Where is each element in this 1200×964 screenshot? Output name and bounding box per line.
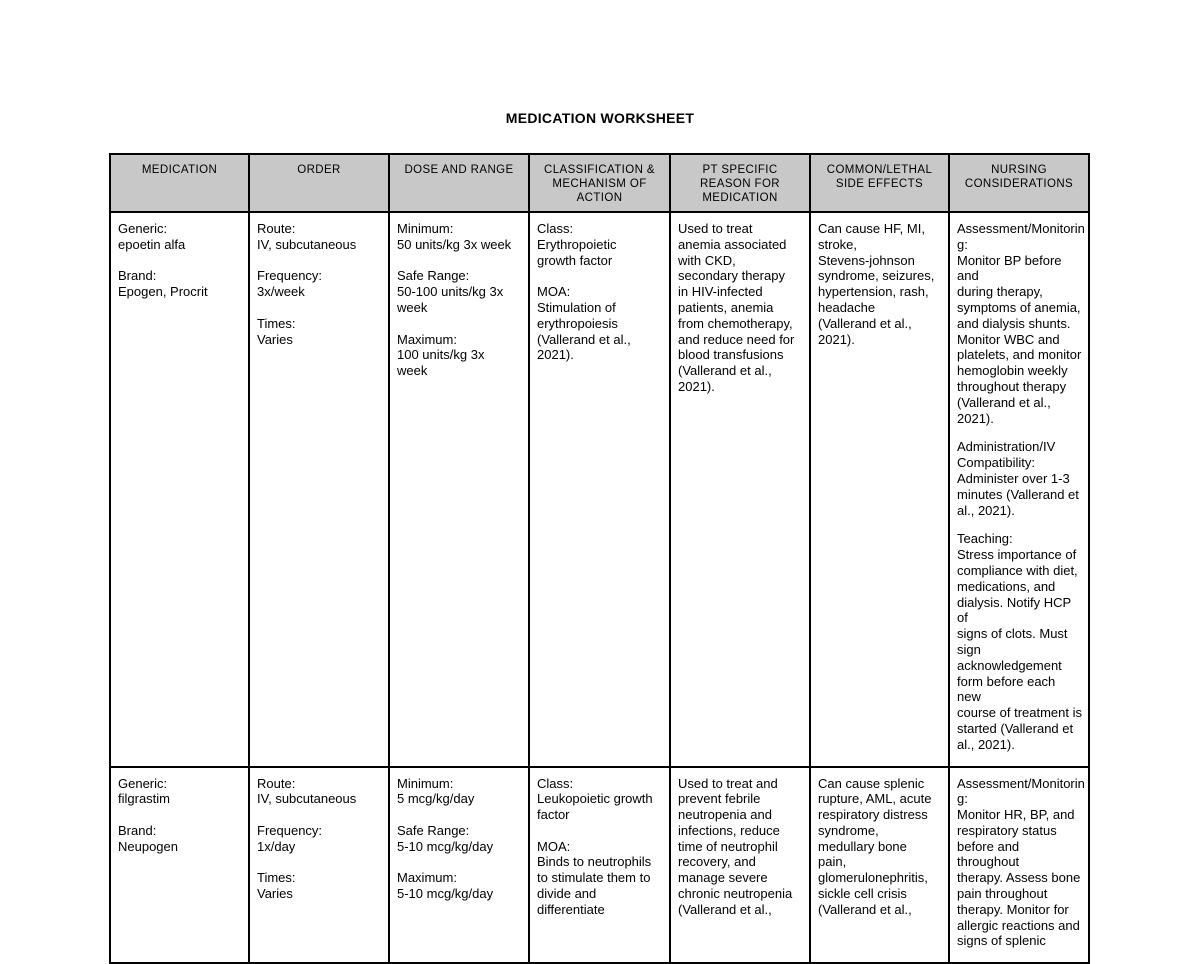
moa-value: Stimulation of erythropoiesis (Vallerand et al., 2021). <box>537 299 631 363</box>
header-reason: PT SPECIFIC REASON FOR MEDICATION <box>670 154 810 212</box>
order-cell <box>249 212 389 767</box>
header-nursing: NURSING CONSIDERATIONS <box>949 154 1089 212</box>
safe-range-value: 50-100 units/kg 3x week <box>397 284 504 315</box>
dose-cell <box>389 212 529 767</box>
maximum-value: 5-10 mcg/kg/day <box>397 886 494 902</box>
medication-cell <box>110 212 249 767</box>
worksheet-title: MEDICATION WORKSHEET <box>505 110 695 126</box>
nursing-cell <box>949 767 1089 964</box>
medication-cell <box>110 767 249 964</box>
times-value: Varies <box>257 886 293 902</box>
nursing-administration <box>957 439 1082 518</box>
frequency-label: Frequency: <box>257 268 323 284</box>
header-medication: MEDICATION <box>110 154 249 212</box>
reason-cell <box>670 767 810 964</box>
header-classification: CLASSIFICATION & MECHANISM OF ACTION <box>529 154 670 212</box>
reason-cell <box>670 212 810 767</box>
nursing-cell <box>949 212 1089 767</box>
class-value: Leukopoietic growth factor <box>537 791 653 823</box>
assessment-text: Assessment/Monitorin g: Monitor HR, BP, and respiratory status before and throughout therapy. Assess bone pain throughout therapy. Monitor for allergic reactions and signs of splenic <box>957 775 1085 949</box>
reason-text: Used to treat anemia associated with CKD, secondary therapy in HIV-infected patients, anemia from chemotherapy, and reduce need for blood transfusions (Vallerand et al., 2021). <box>678 221 795 394</box>
safe-range-label: Safe Range: <box>397 822 470 838</box>
side-effects-cell <box>810 212 949 767</box>
moa-value: Binds to neutrophils to stimulate them to divide and differentiate <box>537 854 652 917</box>
side-effects-cell <box>810 767 949 964</box>
route-label: Route: <box>257 221 296 236</box>
teaching-citation: (Vallerand et al., 2021). <box>957 720 1074 752</box>
nursing-assessment <box>957 775 1085 950</box>
brand-name: Neupogen <box>118 838 178 854</box>
times-value: Varies <box>257 331 293 347</box>
brand-label: Brand: <box>118 268 157 284</box>
assessment-text: Assessment/Monitorin g: Monitor BP before and during therapy, symptoms of anemia, and dialysis shunts. Monitor WBC and platelets, and monitor hemoglobin weekly throughout therapy <box>957 221 1085 394</box>
assessment-citation: (Vallerand et al., 2021). <box>957 394 1051 426</box>
class-label: Class: <box>537 221 574 236</box>
safe-range-value: 5-10 mcg/kg/day <box>397 838 494 854</box>
minimum-label: Minimum: <box>397 775 454 791</box>
classification-cell <box>529 212 670 767</box>
route-value: IV, subcutaneous <box>257 791 357 807</box>
side-effects-text: Can cause splenic rupture, AML, acute respiratory distress syndrome, medullary bone pain, glomerulonephritis, sickle cell crisis (Vallerand et al., <box>818 775 932 917</box>
maximum-label: Maximum: <box>397 870 457 886</box>
frequency-value: 1x/day <box>257 838 296 854</box>
times-label: Times: <box>257 315 296 331</box>
reason-text: Used to treat and prevent febrile neutropenia and infections, reduce time of neutrophil recovery, and manage severe chronic neutropenia (Vallerand et al., <box>678 775 793 917</box>
table-row <box>110 767 1089 964</box>
class-value: Erythropoietic growth factor <box>537 236 617 268</box>
classification-cell <box>529 767 670 964</box>
route-value: IV, subcutaneous <box>257 236 357 252</box>
generic-name: epoetin alfa <box>118 236 186 252</box>
generic-label: Generic: <box>118 221 168 236</box>
table-row <box>110 212 1089 767</box>
minimum-label: Minimum: <box>397 221 454 236</box>
order-cell <box>249 767 389 964</box>
maximum-label: Maximum: <box>397 331 457 347</box>
generic-label: Generic: <box>118 775 168 791</box>
side-effects-text: Can cause HF, MI, stroke, Stevens-johnson syndrome, seizures, hypertension, rash, headache (Vallerand et al., 2021). <box>818 221 935 347</box>
administration-citation: (Vallerand et al., 2021). <box>957 486 1079 518</box>
nursing-assessment <box>957 221 1085 426</box>
minimum-value: 5 mcg/kg/day <box>397 791 475 807</box>
nursing-teaching <box>957 531 1082 752</box>
safe-range-label: Safe Range: <box>397 268 470 284</box>
brand-label: Brand: <box>118 822 157 838</box>
administration-text: Administration/IV Compatibility: Administer over 1-3 minutes <box>957 439 1070 502</box>
header-order: ORDER <box>249 154 389 212</box>
header-dose-range: DOSE AND RANGE <box>389 154 529 212</box>
times-label: Times: <box>257 870 296 886</box>
maximum-value: 100 units/kg 3x week <box>397 347 485 379</box>
moa-label: MOA: <box>537 838 571 854</box>
frequency-value: 3x/week <box>257 284 305 300</box>
brand-name: Epogen, Procrit <box>118 284 208 300</box>
frequency-label: Frequency: <box>257 822 323 838</box>
minimum-value: 50 units/kg 3x week <box>397 236 512 252</box>
teaching-text: Teaching: Stress importance of compliance with diet, medications, and dialysis. Notify HCP of signs of clots. Must sign acknowledgement form before each new course of treatment is started <box>957 531 1082 736</box>
class-label: Class: <box>537 775 574 791</box>
dose-cell <box>389 767 529 964</box>
medication-table <box>109 153 1090 964</box>
route-label: Route: <box>257 775 296 791</box>
header-row <box>110 154 1089 212</box>
moa-label: MOA: <box>537 284 571 300</box>
header-side-effects: COMMON/LETHAL SIDE EFFECTS <box>810 154 949 212</box>
generic-name: filgrastim <box>118 791 171 807</box>
